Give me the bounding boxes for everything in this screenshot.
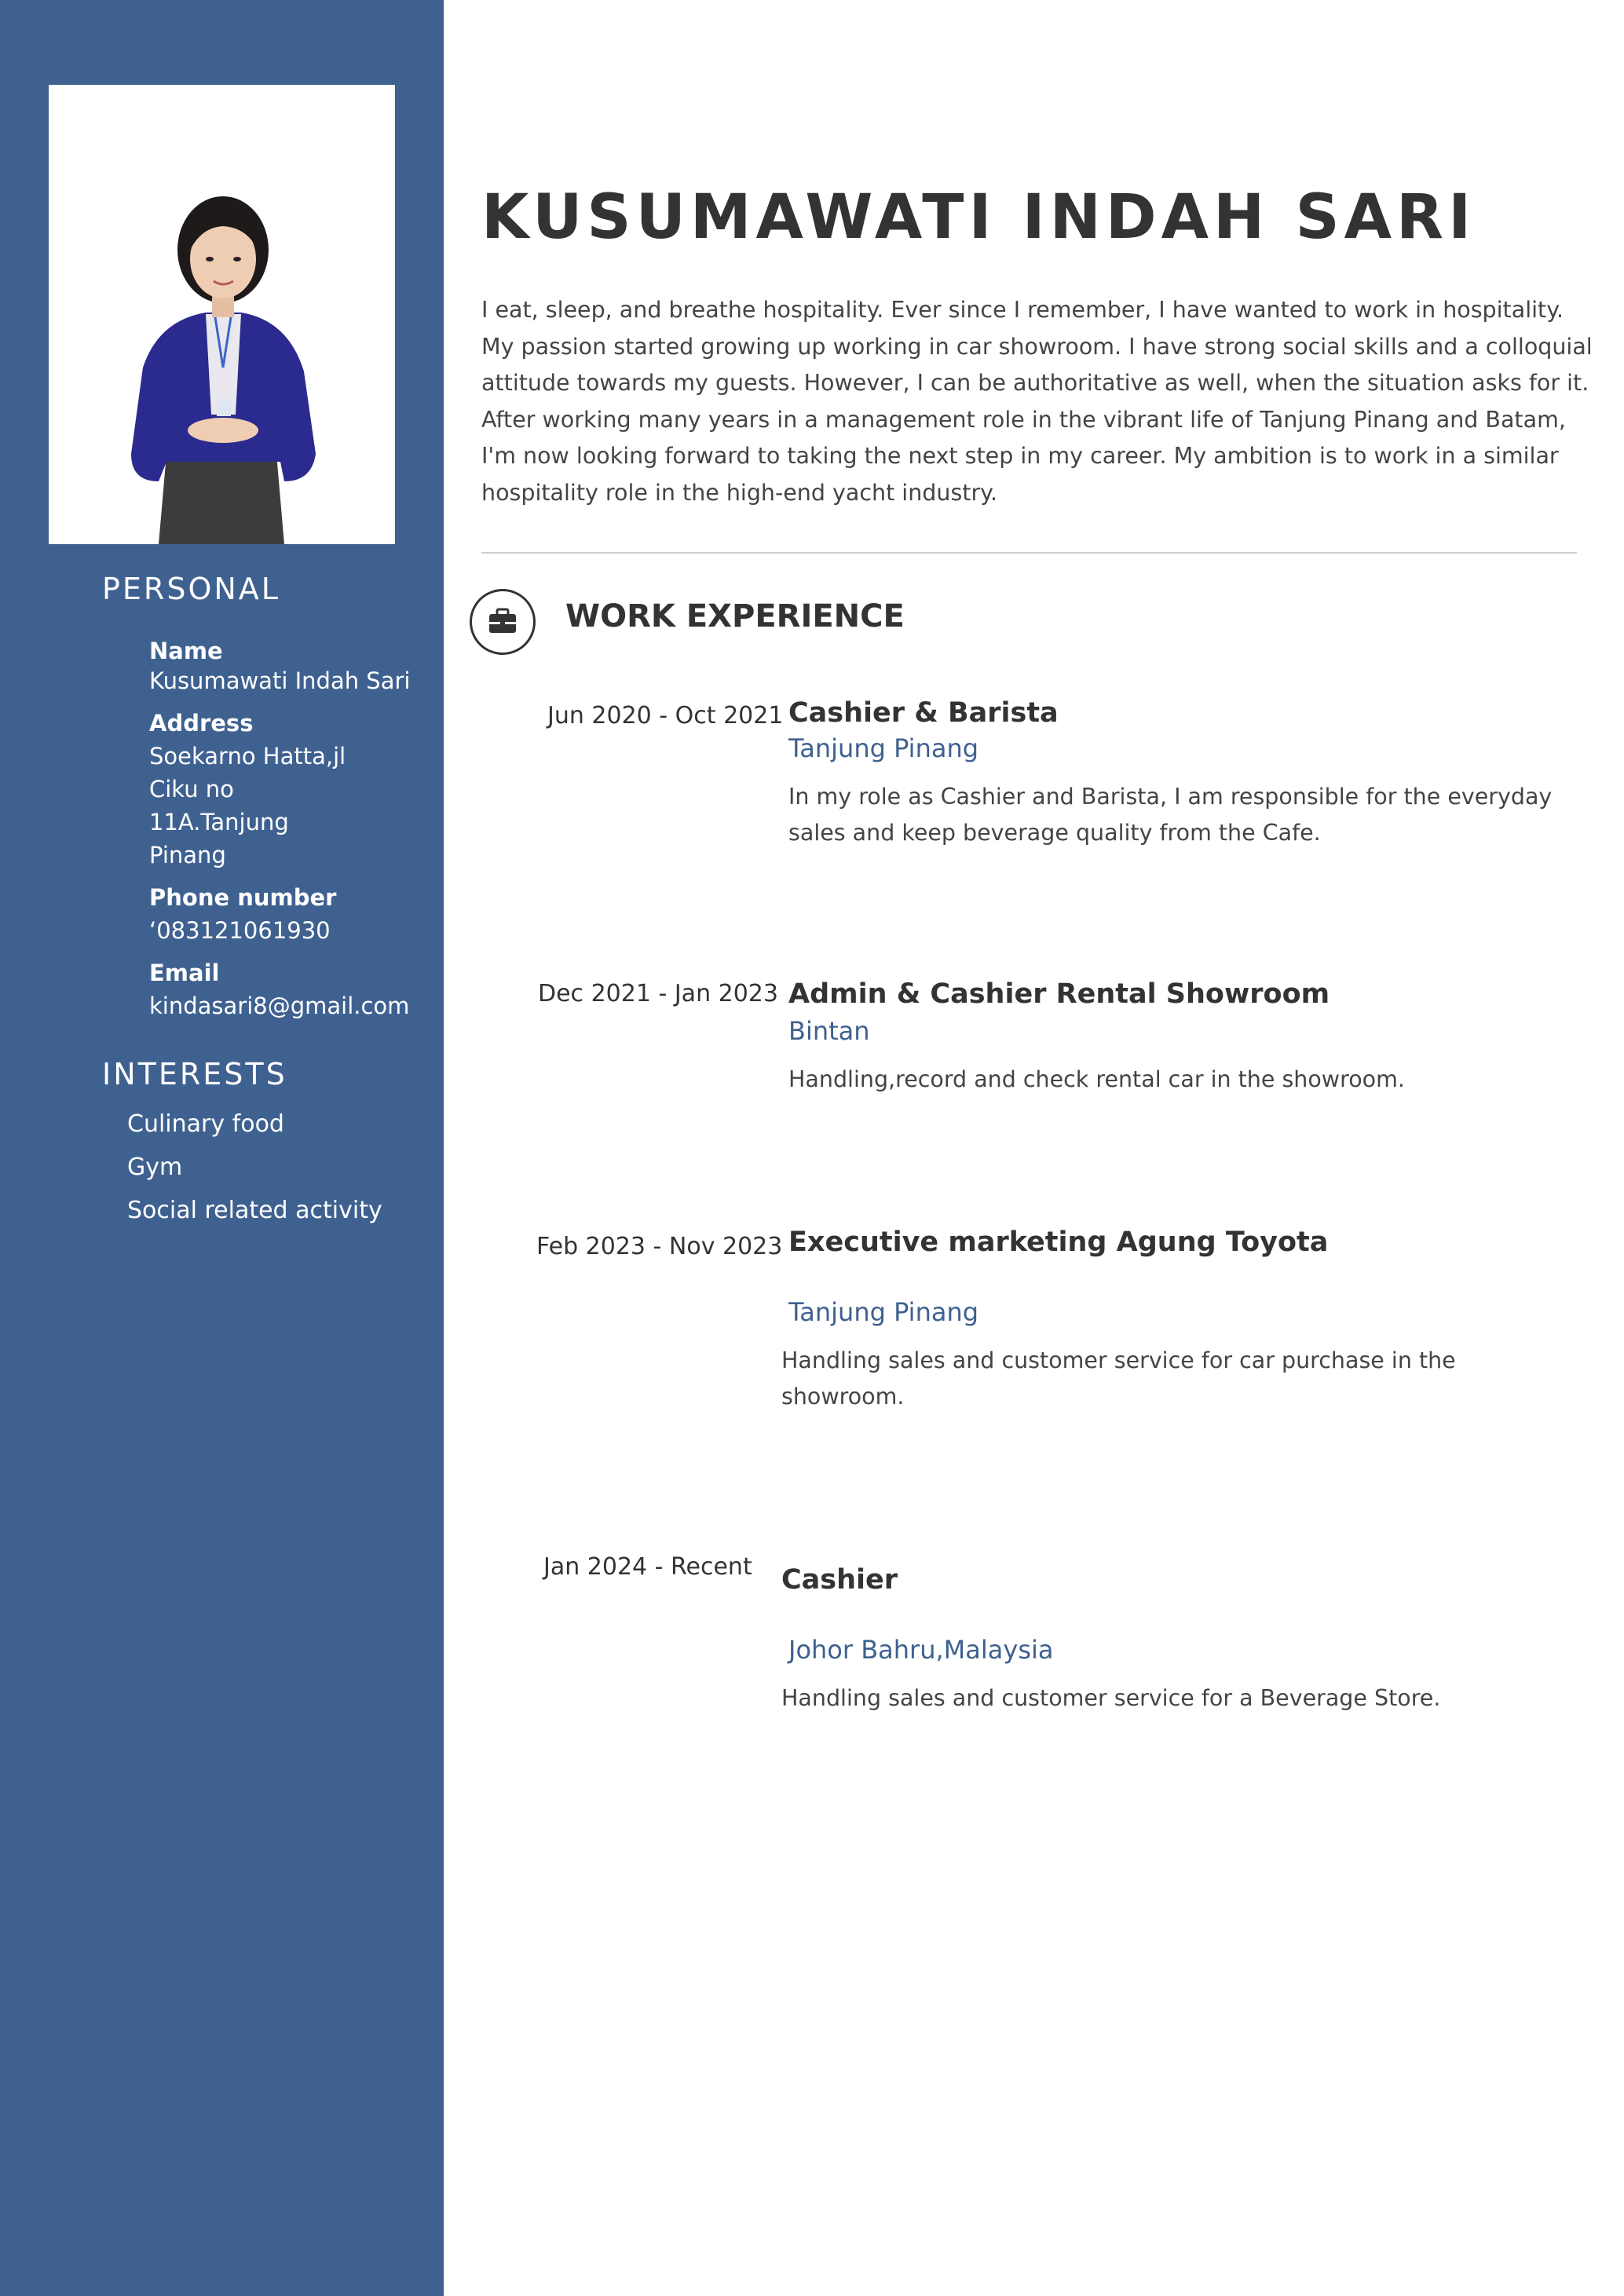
address-line: Ciku no bbox=[149, 776, 234, 803]
about-paragraph: I eat, sleep, and breathe hospitality. Ever since I remember, I have wanted to work in hospitality. My passion started growing up working in car showroom. I have strong social skills and a colloquial attitude towards my guests. However, I can be authoritative as well, when the situation asks for it. bbox=[481, 297, 1593, 397]
work-experience-title: WORK EXPERIENCE bbox=[565, 598, 905, 634]
interest-item: Social related activity bbox=[127, 1197, 382, 1224]
job-date: Feb 2023 - Nov 2023 bbox=[536, 1233, 783, 1260]
interests-section-title: INTERESTS bbox=[102, 1057, 287, 1091]
job-location: Tanjung Pinang bbox=[788, 1297, 979, 1327]
job-description: Handling,record and check rental car in the showroom. bbox=[788, 1066, 1405, 1092]
address-line: Soekarno Hatta,jl bbox=[149, 743, 346, 770]
email-label: Email bbox=[149, 960, 220, 986]
job-location: Bintan bbox=[788, 1016, 870, 1046]
job-role: Cashier bbox=[781, 1564, 898, 1596]
address-line: 11A.Tanjung bbox=[149, 809, 289, 835]
profile-photo-illustration bbox=[49, 85, 395, 544]
job-date: Dec 2021 - Jan 2023 bbox=[538, 980, 778, 1007]
job-description: In my role as Cashier and Barista, I am responsible for the everyday sales and keep beverage quality from the Cafe. bbox=[788, 784, 1553, 846]
interest-item: Culinary food bbox=[127, 1110, 284, 1138]
job-role: Executive marketing Agung Toyota bbox=[788, 1227, 1329, 1258]
about-paragraph: After working many years in a management role in the vibrant life of Tanjung Pinang and Batam, I'm now looking forward to taking the next step in my career. My ambition is to work in a similar hospitality role in the high-end yacht industry. bbox=[481, 406, 1566, 506]
job-date: Jun 2020 - Oct 2021 bbox=[547, 702, 784, 729]
job-date: Jan 2024 - Recent bbox=[543, 1553, 752, 1581]
name-label: Name bbox=[149, 638, 223, 664]
job-role: Cashier & Barista bbox=[788, 697, 1059, 729]
sidebar bbox=[0, 0, 444, 2296]
phone-label: Phone number bbox=[149, 884, 337, 911]
address-label: Address bbox=[149, 710, 254, 737]
phone-value: ‘083121061930 bbox=[149, 917, 331, 944]
job-description: Handling sales and customer service for a Beverage Store. bbox=[781, 1685, 1441, 1711]
job-location: Tanjung Pinang bbox=[788, 733, 979, 763]
job-location: Johor Bahru,Malaysia bbox=[788, 1635, 1054, 1665]
page-title: KUSUMAWATI INDAH SARI bbox=[481, 182, 1476, 253]
personal-section-title: PERSONAL bbox=[102, 572, 280, 606]
email-value: kindasari8@gmail.com bbox=[149, 993, 410, 1019]
profile-photo bbox=[49, 85, 395, 544]
interest-item: Gym bbox=[127, 1153, 183, 1181]
job-description: Handling sales and customer service for car purchase in the showroom. bbox=[781, 1347, 1456, 1409]
address-line: Pinang bbox=[149, 842, 226, 868]
about-summary bbox=[481, 292, 1597, 512]
section-divider bbox=[481, 552, 1577, 554]
briefcase-icon bbox=[470, 589, 536, 655]
job-role: Admin & Cashier Rental Showroom bbox=[788, 978, 1330, 1010]
name-value: Kusumawati Indah Sari bbox=[149, 667, 411, 694]
